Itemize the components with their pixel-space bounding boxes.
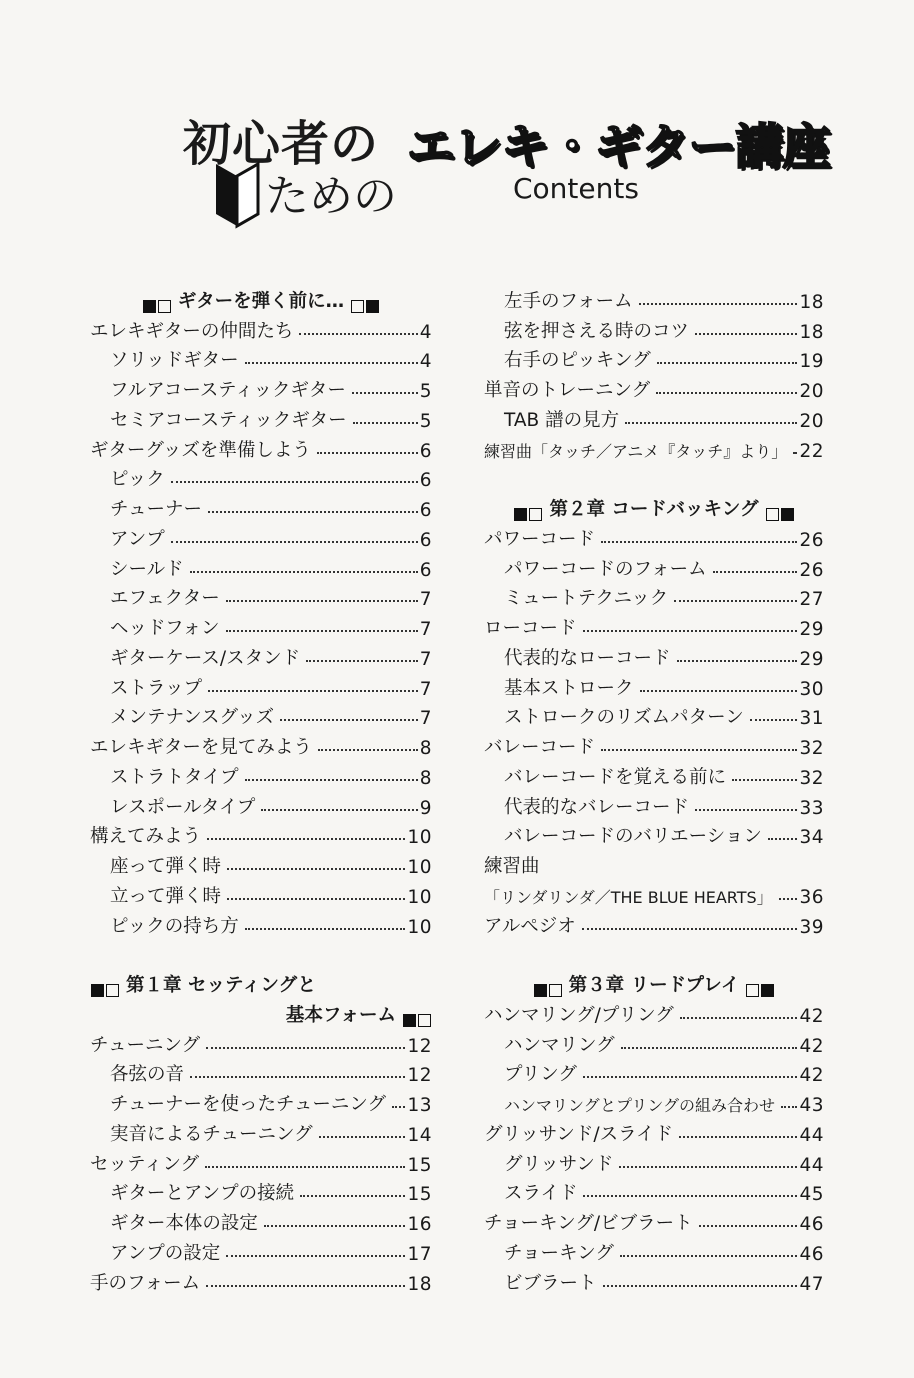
toc-entry-label: ソリッドギター	[110, 350, 239, 372]
toc-entry-label: パワーコードのフォーム	[504, 558, 707, 580]
toc-page-number: 34	[799, 827, 824, 849]
section-heading-text: 第２章 コードバッキング	[549, 499, 759, 520]
toc-subentry	[90, 759, 432, 789]
toc-entry-label: 各弦の音	[110, 1064, 185, 1086]
toc-page-number: 42	[799, 1035, 824, 1057]
toc-subentry	[484, 670, 824, 700]
toc-entry-label: ストロークのリズムパターン	[504, 707, 744, 729]
toc-entry-label: チョーキング	[504, 1242, 614, 1264]
toc-page-number: 22	[799, 440, 824, 462]
toc-subentry	[90, 402, 432, 432]
toc-entry-label: 練習曲	[484, 856, 540, 877]
contents-label: Contents	[513, 172, 639, 205]
empty-square-icon	[746, 984, 759, 997]
toc-page-number: 32	[799, 738, 824, 759]
toc-entry-label: ストラトタイプ	[110, 766, 239, 788]
toc-subentry	[90, 581, 432, 611]
toc-entry-label: ハンマリングとプリングの組み合わせ	[504, 1096, 776, 1115]
toc-entry-label: ハンマリング	[504, 1034, 615, 1056]
toc-subentry	[90, 1116, 432, 1146]
toc-entry-label: パワーコード	[484, 528, 596, 550]
toc-entry	[90, 1146, 432, 1176]
filled-square-icon	[761, 984, 774, 997]
toc-page-number: 20	[799, 381, 824, 402]
toc-page-number: 10	[407, 886, 432, 908]
toc-entry	[90, 1027, 432, 1057]
toc-entry-label: バレーコードを覚える前に	[504, 766, 727, 788]
toc-subentry	[90, 372, 432, 402]
toc-page-number: 7	[419, 589, 432, 611]
dot-leader	[677, 660, 798, 662]
toc-entry-label: ギターグッズを準備しよう	[90, 439, 311, 461]
toc-page-number: 39	[799, 916, 824, 938]
toc-page-number: 19	[799, 351, 824, 373]
dot-leader	[768, 838, 798, 840]
toc-subentry	[484, 1057, 824, 1087]
empty-square-icon	[158, 300, 171, 313]
dot-leader	[190, 1076, 405, 1078]
toc-page-number: 6	[419, 500, 432, 521]
dot-leader	[226, 600, 418, 602]
toc-subentry	[90, 1057, 432, 1087]
dot-leader	[205, 1166, 405, 1168]
dot-leader	[318, 749, 418, 751]
toc-page-number: 17	[407, 1243, 432, 1265]
toc-page-number: 20	[799, 410, 824, 432]
toc-subentry	[90, 521, 432, 551]
toc-page-number: 30	[799, 678, 824, 700]
dot-leader	[353, 422, 418, 424]
filled-square-icon	[534, 984, 547, 997]
beginner-mark-icon	[210, 160, 265, 230]
dot-leader	[171, 481, 418, 483]
dot-leader	[319, 1136, 406, 1138]
toc-page-number: 42	[799, 1065, 824, 1087]
dot-leader	[306, 660, 418, 662]
toc-entry	[484, 1116, 824, 1146]
section-heading	[484, 491, 824, 521]
toc-page-number: 12	[407, 1035, 432, 1057]
dot-leader	[583, 1195, 797, 1197]
spacer	[484, 462, 824, 492]
filled-square-icon	[143, 300, 156, 313]
toc-subentry	[484, 1265, 824, 1295]
toc-subentry	[484, 759, 824, 789]
toc-entry-label: チューナーを使ったチューニング	[110, 1094, 387, 1115]
toc-subentry	[484, 343, 824, 373]
toc-entry-label: エフェクター	[110, 588, 220, 610]
toc-entry	[90, 729, 432, 759]
toc-page-number: 27	[799, 589, 824, 611]
dot-leader	[679, 1136, 797, 1138]
toc-subentry	[90, 1176, 432, 1206]
empty-square-icon	[766, 508, 779, 521]
toc-subentry	[484, 700, 824, 730]
toc-entry-label: グリッサンド	[504, 1153, 614, 1175]
toc-subentry	[90, 1235, 432, 1265]
toc-entry-label: ピックの持ち方	[110, 915, 239, 937]
toc-subentry	[90, 1086, 432, 1116]
toc-page-number: 43	[799, 1095, 824, 1116]
toc-entry	[484, 521, 824, 551]
toc-subentry	[484, 1176, 824, 1206]
dot-leader	[299, 333, 417, 335]
toc-entry-label: ギターケース/スタンド	[110, 647, 301, 669]
toc-page-number: 6	[419, 529, 432, 551]
dot-leader	[245, 362, 418, 364]
toc-subentry	[90, 908, 432, 938]
dot-leader	[657, 362, 798, 364]
section-heading	[484, 967, 824, 997]
toc-entry-label: シールド	[110, 558, 184, 580]
toc-page-number: 8	[419, 767, 432, 789]
toc-entry	[484, 372, 824, 402]
title-line1: 初心者の	[183, 116, 380, 172]
section-heading	[90, 283, 432, 313]
toc-entry	[484, 878, 824, 908]
toc-entry-label: 代表的なローコード	[504, 647, 671, 669]
empty-square-icon	[549, 984, 562, 997]
toc-entry-label: 座って弾く時	[110, 856, 222, 877]
toc-page-number: 33	[799, 797, 824, 819]
toc-subentry	[90, 878, 432, 908]
filled-square-icon	[514, 508, 527, 521]
dot-leader	[226, 630, 418, 632]
toc-page-number: 44	[799, 1154, 824, 1176]
toc-page-number: 13	[407, 1095, 432, 1116]
toc-page-number: 47	[799, 1273, 824, 1295]
dot-leader	[695, 809, 797, 811]
dot-leader	[619, 1166, 797, 1168]
dot-leader	[582, 928, 798, 930]
toc-subentry	[90, 491, 432, 521]
dot-leader	[280, 719, 418, 721]
section-heading-text: 第１章 セッティングと	[126, 975, 316, 996]
toc-page-number: 4	[419, 351, 432, 373]
toc-page-number: 46	[799, 1243, 824, 1265]
empty-square-icon	[418, 1014, 431, 1027]
filled-square-icon	[781, 508, 794, 521]
toc-subentry	[484, 581, 824, 611]
toc-entry-label: セミアコースティックギター	[110, 409, 347, 431]
filled-square-icon	[91, 984, 104, 997]
section-heading	[90, 997, 432, 1027]
dot-leader	[732, 779, 797, 781]
dot-leader	[206, 1047, 405, 1049]
toc-page-number: 36	[799, 886, 824, 908]
toc-entry-label: アルペジオ	[484, 915, 576, 937]
toc-page-number: 9	[419, 797, 432, 819]
dot-leader	[300, 1195, 405, 1197]
spacer	[90, 938, 432, 968]
toc-subentry	[90, 640, 432, 670]
dot-leader	[208, 511, 418, 513]
dot-leader	[699, 1225, 798, 1227]
dot-leader	[640, 690, 798, 692]
section-heading-text: 第３章 リードプレイ	[568, 975, 740, 996]
toc-entry-label: ギター本体の設定	[110, 1213, 258, 1234]
toc-subentry	[484, 789, 824, 819]
toc-page-number: 46	[799, 1214, 824, 1235]
toc-entry-label: バレーコード	[484, 737, 596, 758]
toc-subentry	[484, 551, 824, 581]
toc-entry-label: バレーコードのバリエーション	[504, 826, 762, 848]
dot-leader	[352, 392, 418, 394]
toc-page-number: 32	[799, 767, 824, 789]
toc-entry-label: フルアコースティックギター	[110, 380, 346, 401]
toc-page-number: 18	[799, 291, 824, 313]
toc-subentry	[484, 640, 824, 670]
toc-page-number: 5	[419, 410, 432, 432]
dot-leader	[601, 749, 797, 751]
toc-subentry	[484, 283, 824, 313]
dot-leader	[190, 571, 418, 573]
dot-leader	[625, 422, 797, 424]
toc-subentry	[90, 789, 432, 819]
section-heading-text: ギターを弾く前に…	[177, 290, 345, 312]
toc-page-number: 14	[407, 1124, 432, 1146]
dot-leader	[206, 1285, 405, 1287]
toc-entry-label: ストラップ	[110, 677, 203, 699]
toc-entry-label: 基本ストローク	[504, 677, 634, 699]
toc-page-number: 18	[407, 1273, 432, 1295]
toc-entry	[484, 1205, 824, 1235]
toc-entry	[484, 610, 824, 640]
toc-entry-label: メンテナンスグッズ	[110, 707, 275, 729]
toc-subentry	[90, 670, 432, 700]
dot-leader	[207, 838, 405, 840]
toc-entry-label: ローコード	[484, 618, 577, 639]
toc-entry-label: 手のフォーム	[90, 1272, 201, 1294]
toc-entry-label: アンプの設定	[110, 1242, 221, 1264]
toc-page-number: 26	[799, 529, 824, 551]
toc-page-number: 10	[407, 857, 432, 878]
dot-leader	[620, 1255, 798, 1257]
toc-subentry	[90, 1205, 432, 1235]
toc-page-number: 45	[799, 1184, 824, 1206]
toc-page-number: 10	[407, 827, 432, 849]
toc-subentry	[484, 1086, 824, 1116]
toc-entry	[90, 432, 432, 462]
dot-leader	[601, 541, 797, 543]
dot-leader	[713, 571, 798, 573]
dot-leader	[392, 1106, 405, 1108]
toc-entry-label: 構えてみよう	[90, 826, 202, 848]
toc-entry-label: エレキギターを見てみよう	[90, 737, 312, 758]
filled-square-icon	[403, 1014, 416, 1027]
dot-leader	[793, 452, 797, 454]
toc-subentry	[90, 343, 432, 373]
toc-right-column	[484, 283, 824, 1295]
toc-page-number: 29	[799, 648, 824, 670]
toc-page-number: 16	[407, 1214, 432, 1235]
toc-page-number: 6	[419, 440, 432, 462]
toc-entry	[484, 997, 824, 1027]
toc-entry	[484, 432, 824, 462]
dot-leader	[227, 868, 405, 870]
toc-entry-label: ミュートテクニック	[504, 588, 669, 610]
toc-entry-label: ギターとアンプの接続	[110, 1183, 295, 1205]
dot-leader	[261, 809, 417, 811]
title-line2: ための	[265, 171, 397, 222]
toc-page-number: 42	[799, 1005, 824, 1027]
dot-leader	[656, 392, 797, 394]
toc-entry-label: 弦を押さえる時のコツ	[504, 320, 690, 342]
toc-entry-label: グリッサンド/スライド	[484, 1123, 674, 1145]
toc-subentry	[484, 1235, 824, 1265]
spacer	[484, 938, 824, 968]
dot-leader	[245, 928, 406, 930]
toc-subentry	[90, 700, 432, 730]
toc-entry-label: ヘッドフォン	[110, 618, 220, 639]
toc-subentry	[90, 848, 432, 878]
toc-page-number: 12	[407, 1065, 432, 1087]
toc-page-number: 26	[799, 559, 824, 581]
toc-page-number: 10	[407, 916, 432, 938]
toc-entry-label: ビブラート	[504, 1272, 597, 1294]
toc-entry-label: スライド	[504, 1183, 578, 1205]
toc-entry	[90, 313, 432, 343]
dot-leader	[781, 1106, 797, 1108]
toc-entry-label: レスポールタイプ	[110, 796, 256, 818]
dot-leader	[639, 303, 798, 305]
toc-page-number: 31	[799, 708, 824, 730]
toc-entry-label: チョーキング/ビブラート	[484, 1213, 693, 1234]
toc-entry-label: 代表的なバレーコード	[504, 796, 690, 818]
toc-entry-label: 右手のピッキング	[504, 350, 651, 372]
toc-subentry	[90, 462, 432, 492]
toc-page-number: 7	[419, 619, 432, 640]
toc-entry-label: ピック	[110, 469, 165, 491]
toc-left-column	[90, 283, 432, 1295]
section-heading	[90, 967, 432, 997]
toc-entry-label: アンプ	[110, 528, 165, 550]
dot-leader	[245, 779, 418, 781]
dot-leader	[674, 600, 797, 602]
toc-entry	[484, 729, 824, 759]
dot-leader	[264, 1225, 406, 1227]
toc-entry-label: チューナー	[110, 499, 202, 520]
toc-page-number: 5	[419, 381, 432, 402]
toc-page-number: 29	[799, 619, 824, 640]
dot-leader	[583, 1076, 798, 1078]
toc-subentry	[484, 402, 824, 432]
dot-leader	[695, 333, 797, 335]
dot-leader	[171, 541, 418, 543]
dot-leader	[227, 898, 405, 900]
toc-page-number: 7	[419, 708, 432, 730]
toc-entry-label: チューニング	[90, 1034, 201, 1056]
toc-page-number: 15	[407, 1154, 432, 1176]
toc-page-number: 6	[419, 470, 432, 492]
empty-square-icon	[351, 300, 364, 313]
dot-leader	[226, 1255, 405, 1257]
toc-subentry	[90, 551, 432, 581]
toc-page-number: 15	[407, 1184, 432, 1206]
dot-leader	[680, 1017, 798, 1019]
toc-entry-label: 立って弾く時	[110, 885, 222, 907]
toc-entry-label: 「リンダリンダ／THE BLUE HEARTS」	[484, 887, 773, 907]
dot-leader	[317, 452, 418, 454]
toc-page-number: 7	[419, 678, 432, 700]
dot-leader	[621, 1047, 798, 1049]
toc-entry	[90, 1265, 432, 1295]
toc-subentry	[484, 819, 824, 849]
title-brand: エレキ・ギター講座	[407, 119, 830, 175]
toc-page-number: 8	[419, 738, 432, 759]
empty-square-icon	[106, 984, 119, 997]
empty-square-icon	[529, 508, 542, 521]
toc-page-number: 4	[419, 321, 432, 343]
dot-leader	[750, 719, 798, 721]
toc-entry-label: プリング	[504, 1064, 577, 1086]
filled-square-icon	[366, 300, 379, 313]
toc-page-number: 18	[799, 321, 824, 343]
section-heading-text: 基本フォーム	[285, 1004, 396, 1026]
toc-page-number: 44	[799, 1124, 824, 1146]
toc-entry-label: 単音のトレーニング	[484, 380, 651, 401]
dot-leader	[779, 898, 798, 900]
toc-entry-label: セッティング	[90, 1153, 200, 1175]
dot-leader	[208, 690, 418, 692]
toc-subentry	[484, 1146, 824, 1176]
toc-subentry	[484, 1027, 824, 1057]
toc-entry	[484, 848, 824, 878]
toc-page-number: 6	[419, 559, 432, 581]
toc-subentry	[484, 313, 824, 343]
toc-page-number: 7	[419, 648, 432, 670]
toc-entry-label: ハンマリング/プリング	[484, 1004, 674, 1026]
toc-entry-label: エレキギターの仲間たち	[90, 320, 294, 342]
toc-entry-label: 練習曲「タッチ／アニメ『タッチ』より」	[484, 441, 788, 461]
toc-entry-label: 左手のフォーム	[504, 290, 633, 312]
toc-entry-label: TAB 譜の見方	[504, 409, 620, 431]
toc-entry	[484, 908, 824, 938]
dot-leader	[603, 1285, 798, 1287]
toc-subentry	[90, 610, 432, 640]
toc-entry-label: 実音によるチューニング	[110, 1123, 313, 1145]
toc-entry	[90, 819, 432, 849]
dot-leader	[583, 630, 798, 632]
